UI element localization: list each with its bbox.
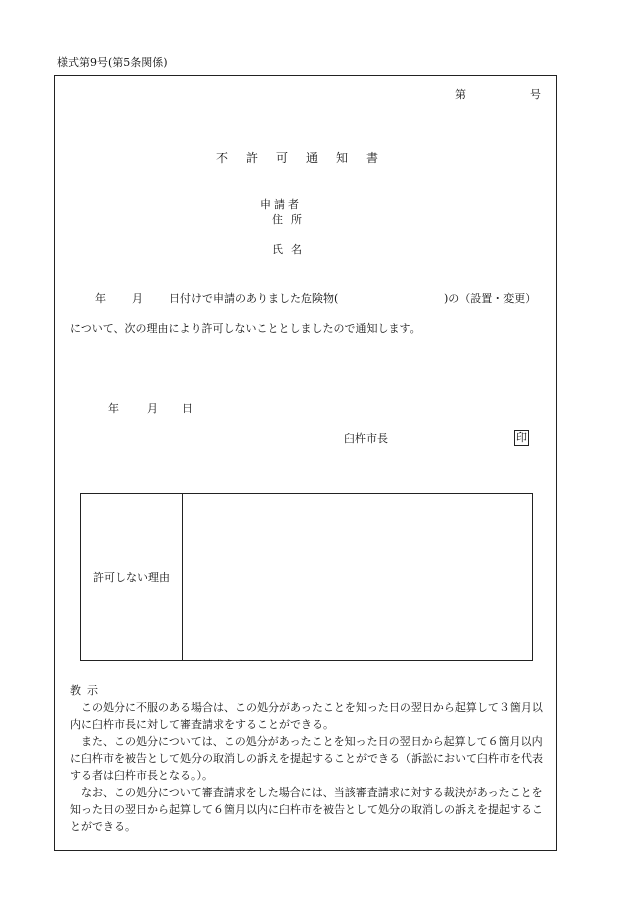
applicant-name-label: 氏名 <box>272 243 310 256</box>
document-title: 不許可通知書 <box>216 151 397 165</box>
notice-sentence: について、次の理由により許可しないこととしましたので通知します。 <box>70 322 421 335</box>
applicant-heading: 申請者 <box>260 198 302 211</box>
date-month-label: 月 <box>147 402 158 415</box>
notes-paragraph: なお、この処分について審査請求をした場合には、当該審査請求に対する裁決があったことを知った日の翌日から起算して６箇月以内に臼杵市を被告として処分の取消しの訴えを提起することができる。 <box>70 786 543 833</box>
date-year-label: 年 <box>108 402 119 415</box>
number-prefix: 第 <box>455 88 466 101</box>
application-text: 日付けで申請のありました危険物( <box>169 292 339 305</box>
notes-heading: 教示 <box>70 684 104 697</box>
reason-value <box>183 494 532 660</box>
notes-paragraph: また、この処分については、この処分があったことを知った日の翌日から起算して６箇月以内に臼杵市を被告として処分の取消しの訴えを提起することができる（訴訟において臼杵市を代表する者は臼杵市長となる。）。 <box>70 735 543 782</box>
reason-table <box>80 493 533 661</box>
reason-label: 許可しない理由 <box>81 494 183 660</box>
seal-mark: 印 <box>516 431 527 444</box>
issuer-title: 臼杵市長 <box>344 432 388 445</box>
application-month-label: 月 <box>132 292 143 305</box>
application-year-label: 年 <box>95 292 106 305</box>
form-caption: 様式第9号(第5条関係) <box>57 56 168 69</box>
notes-section <box>70 682 546 835</box>
date-day-label: 日 <box>182 402 193 415</box>
notes-paragraph: この処分に不服のある場合は、この処分があったことを知った日の翌日から起算して３箇月以内に臼杵市長に対して審査請求をすることができる。 <box>70 701 543 731</box>
number-suffix: 号 <box>530 88 541 101</box>
application-type: )の（設置・変更） <box>444 292 537 305</box>
applicant-address-label: 住所 <box>272 213 310 226</box>
